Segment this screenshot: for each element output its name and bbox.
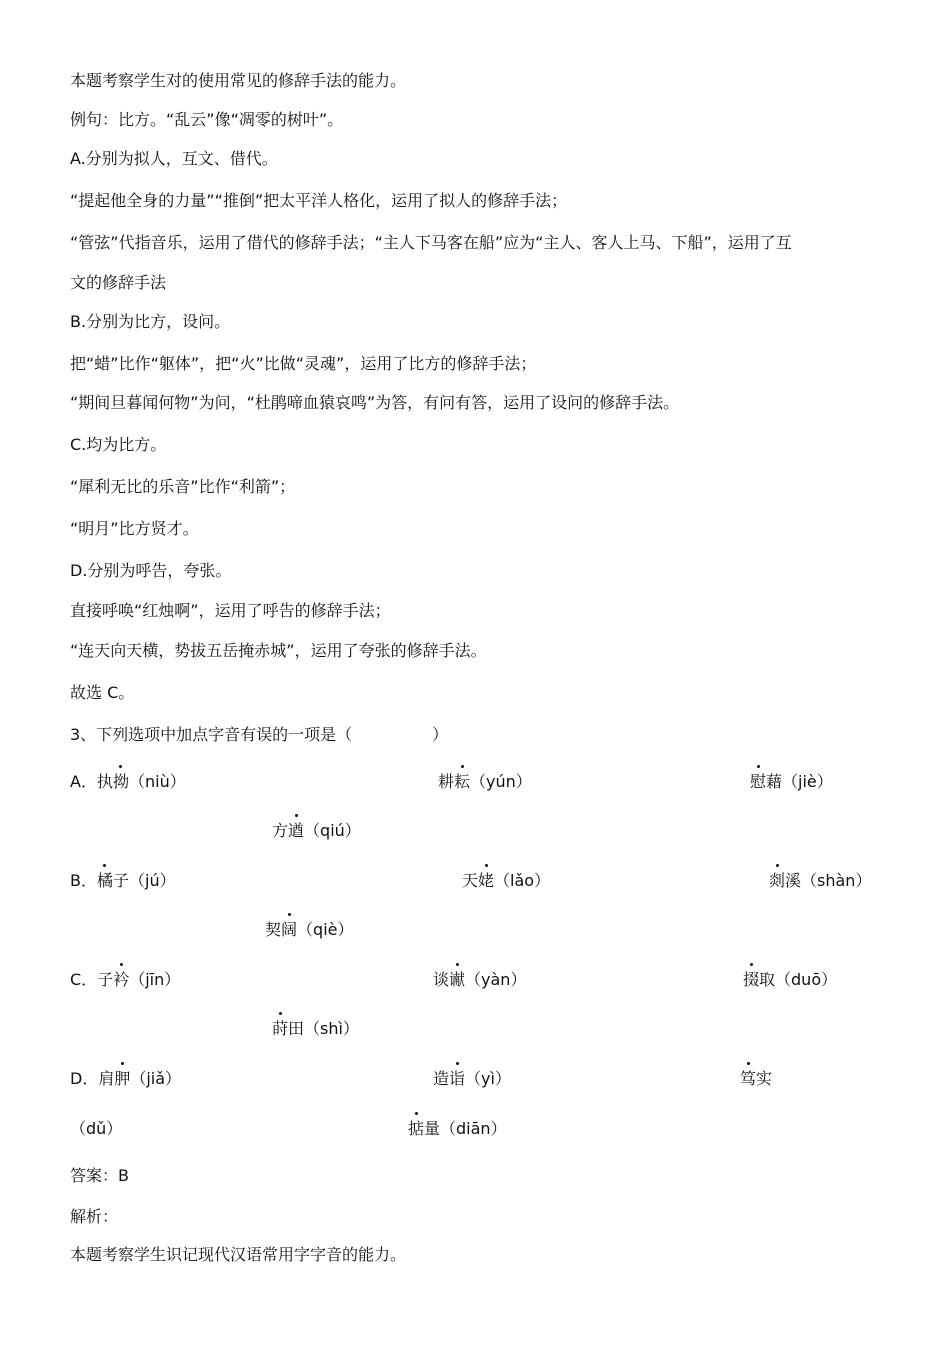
- option-b: B．橘子（jú）: [70, 871, 176, 890]
- explanation-line: C.均为比方。: [70, 435, 167, 454]
- option-label: C．: [70, 970, 98, 989]
- explanation-line: “提起他全身的力量”“推倒”把太平洋人格化，运用了拟人的修辞手法；: [70, 191, 568, 210]
- option-d-item: （dǔ）: [70, 1119, 123, 1138]
- dotted-char: 耘: [454, 772, 471, 791]
- explanation-line: “连天向天横，势拔五岳掩赤城”，运用了夸张的修辞手法。: [70, 641, 487, 660]
- explanation-line: 文的修辞手法: [70, 273, 167, 292]
- option-a-item: 慰藉（jiè）: [750, 772, 833, 791]
- option-b-item: 天姥（lǎo）: [462, 871, 551, 890]
- option-label: B．: [70, 871, 97, 890]
- option-c-item: 掇取（duō）: [743, 970, 838, 989]
- explanation-line: “管弦”代指音乐，运用了借代的修辞手法；“主人下马客在船”应为“主人、客人上马、下船”，运用了互: [70, 233, 792, 252]
- dotted-char: 拗: [112, 772, 129, 791]
- explanation-line: 把“蜡”比作“躯体”，把“火”比做“灵魂”，运用了比方的修辞手法；: [70, 354, 537, 373]
- dotted-char: 阔: [281, 920, 298, 939]
- dotted-char: 掂: [408, 1119, 425, 1138]
- dotted-char: 橘: [96, 871, 113, 890]
- explanation-line: 本题考察学生对的使用常见的修辞手法的能力。: [70, 71, 407, 90]
- dotted-char: 笃: [740, 1069, 757, 1088]
- analysis-text: 本题考察学生识记现代汉语常用字字音的能力。: [70, 1245, 407, 1264]
- explanation-line: 直接呼唤“红烛啊”，运用了呼告的修辞手法；: [70, 601, 391, 620]
- dotted-char: 胛: [114, 1069, 131, 1088]
- option-a: A．执拗（niù）: [70, 772, 186, 791]
- dotted-char: 掇: [743, 970, 760, 989]
- question-stem: 3、下列选项中加点字音有误的一项是（ ）: [70, 725, 449, 744]
- option-a-item: 方遒（qiú）: [272, 821, 361, 840]
- option-label: D．: [70, 1069, 99, 1088]
- dotted-char: 遒: [288, 821, 305, 840]
- explanation-line: A.分别为拟人，互文、借代。: [70, 149, 278, 168]
- dotted-char: 慰: [750, 772, 767, 791]
- analysis-label: 解析：: [70, 1207, 119, 1226]
- option-d: D．肩胛（jiǎ）: [70, 1069, 182, 1088]
- option-a-item: 耕耘（yún）: [438, 772, 532, 791]
- option-b-item: 剡溪（shàn）: [769, 871, 872, 890]
- option-d-item: 笃实: [740, 1069, 773, 1088]
- explanation-line: “犀利无比的乐音”比作“利箭”；: [70, 477, 296, 496]
- answer-line: 答案：B: [70, 1166, 129, 1185]
- explanation-line: 例句：比方。“乱云”像“凋零的树叶”。: [70, 110, 344, 129]
- explanation-line: “明月”比方贤才。: [70, 519, 199, 538]
- option-label: A．: [70, 772, 97, 791]
- explanation-line: B.分别为比方，设问。: [70, 312, 231, 331]
- explanation-line: D.分别为呼告，夸张。: [70, 561, 232, 580]
- option-c-item: 谈谳（yàn）: [433, 970, 527, 989]
- explanation-line: 故选 C。: [70, 683, 135, 702]
- dotted-char: 诣: [449, 1069, 466, 1088]
- dotted-char: 剡: [769, 871, 786, 890]
- option-d-item: 掂量（diān）: [408, 1119, 507, 1138]
- option-b-item: 契阔（qiè）: [265, 920, 354, 939]
- dotted-char: 衿: [113, 970, 130, 989]
- option-c: C．子衿（jīn）: [70, 970, 181, 989]
- dotted-char: 姥: [478, 871, 495, 890]
- option-c-item: 莳田（shì）: [272, 1019, 359, 1038]
- option-d-item: 造诣（yì）: [433, 1069, 511, 1088]
- dotted-char: 莳: [272, 1019, 289, 1038]
- dotted-char: 谳: [449, 970, 466, 989]
- explanation-line: “期间旦暮闻何物”为问，“杜鹃啼血猿哀鸣”为答，有问有答，运用了设问的修辞手法。: [70, 393, 680, 412]
